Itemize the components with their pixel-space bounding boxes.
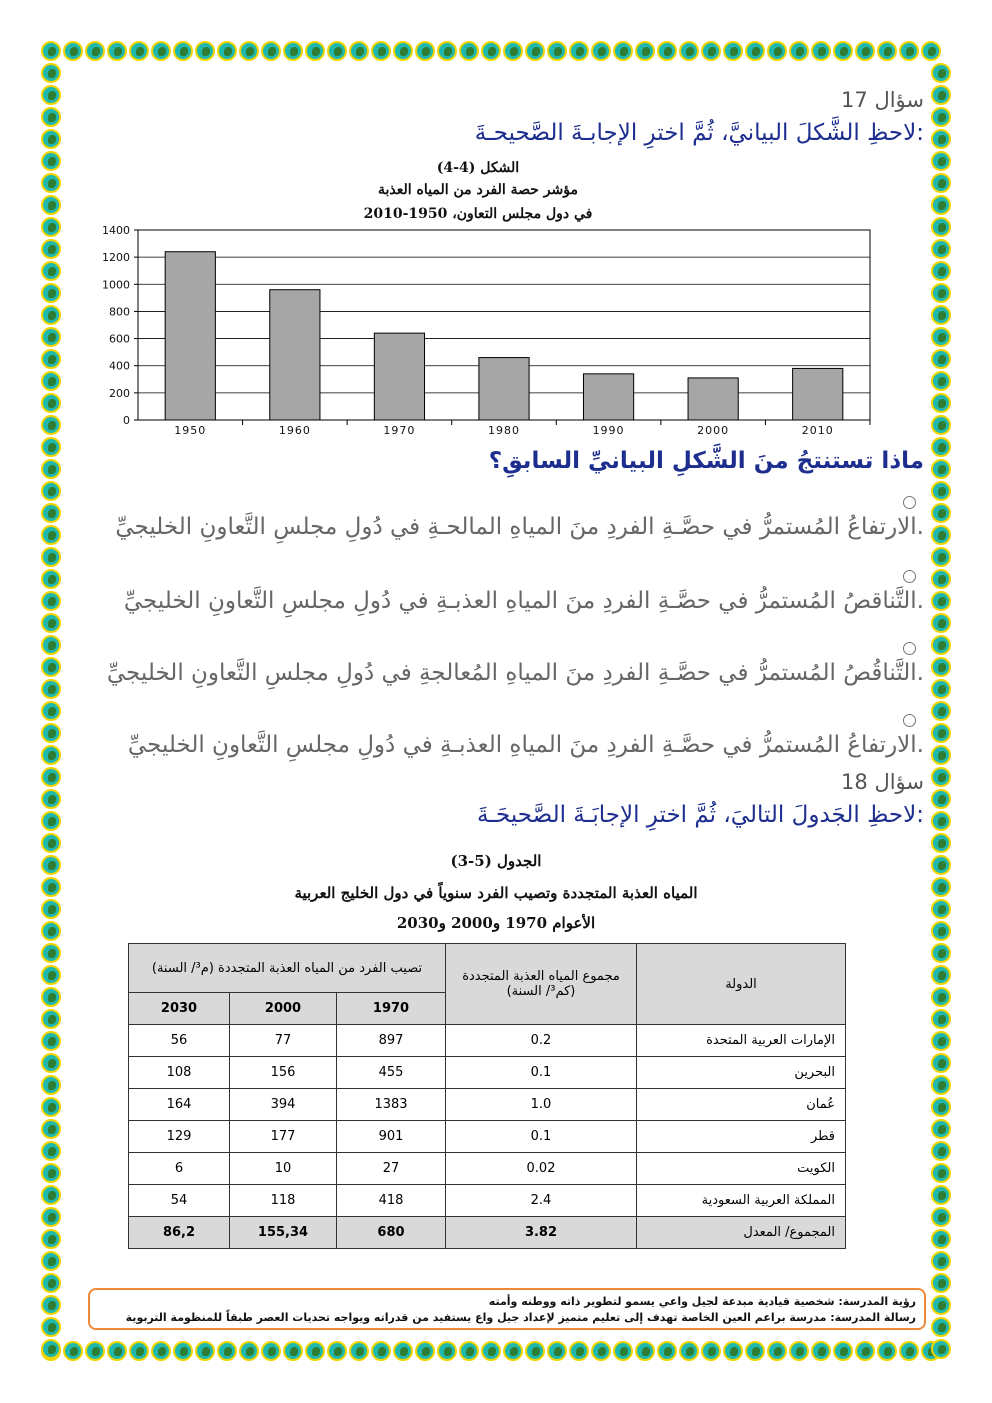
chart-subtitle-2: في دول مجلس التعاون، 1950-2010	[363, 206, 593, 222]
table-row	[129, 1153, 846, 1185]
y-tick-label: 1400	[102, 224, 130, 237]
cell-y2030: 56	[129, 1025, 230, 1057]
bar	[165, 252, 215, 420]
option-label[interactable]: .الارتفاعُ المُستمرُّ في حصَّـةِ الفردِ منَ المياهِ العذبـةِ في دُولِ مجلسِ التَّعاونِ الخليجيِّ	[127, 732, 924, 758]
table-row	[129, 1057, 846, 1089]
cell-y2030: 129	[129, 1121, 230, 1153]
cell-y1970: 901	[337, 1121, 446, 1153]
cell-country: الإمارات العربية المتحدة	[637, 1025, 846, 1057]
cell-y1970: 27	[337, 1153, 446, 1185]
table-row	[129, 1121, 846, 1153]
table-row	[129, 1185, 846, 1217]
x-tick-label: 1990	[592, 424, 625, 437]
table-row	[129, 1217, 846, 1249]
bar	[374, 333, 424, 420]
option-label[interactable]: .التَّناقُصُ المُستمرُّ في حصَّـةِ الفردِ منَ المياهِ المُعالجةِ في دُولِ مجلسِ التَّعاونِ الخليجيِّ	[106, 660, 924, 686]
cell-total: 3.82	[446, 1217, 637, 1249]
footer-box	[88, 1288, 926, 1330]
table-row	[129, 1089, 846, 1121]
option-radio[interactable]	[903, 642, 916, 655]
cell-country: المملكة العربية السعودية	[637, 1185, 846, 1217]
table-row	[129, 1025, 846, 1057]
header-total: مجموع المياه العذبة المتجددة (كم³/ السنة)	[446, 944, 637, 1025]
cell-y1970: 680	[337, 1217, 446, 1249]
chart-svg	[66, 150, 886, 440]
question-17-ask: ماذا تستنتجُ منَ الشَّكلِ البيانيِّ السابقِ؟	[488, 448, 924, 474]
y-tick-label: 400	[109, 359, 130, 373]
question-17-prompt: :لاحظِ الشَّكلَ البيانيَّ، ثُمَّ اخترِ الإجابـةَ الصَّحيحـةَ	[474, 120, 924, 146]
bar	[479, 358, 529, 420]
table-subtitle-2: الأعوام 1970 و2000 و2030	[396, 914, 596, 932]
y-tick-label: 1000	[102, 278, 130, 292]
cell-y2030: 164	[129, 1089, 230, 1121]
cell-y2030: 108	[129, 1057, 230, 1089]
x-tick-label: 1950	[174, 424, 207, 437]
cell-total: 0.2	[446, 1025, 637, 1057]
bar-chart	[66, 150, 886, 440]
option-label[interactable]: .التَّناقصُ المُستمرُّ في حصَّـةِ الفردِ منَ المياهِ العذبـةِ في دُولِ مجلسِ التَّعاونِ الخليجيِّ	[123, 588, 924, 614]
cell-y2000: 394	[230, 1089, 337, 1121]
cell-y2000: 156	[230, 1057, 337, 1089]
header-country: الدولة	[637, 944, 846, 1025]
cell-y2030: 6	[129, 1153, 230, 1185]
cell-total: 0.1	[446, 1057, 637, 1089]
cell-y2000: 155,34	[230, 1217, 337, 1249]
cell-total: 2.4	[446, 1185, 637, 1217]
chart-subtitle: مؤشر حصة الفرد من المياه العذبة	[378, 182, 578, 198]
cell-y2000: 118	[230, 1185, 337, 1217]
cell-country: البحرين	[637, 1057, 846, 1089]
cell-total: 1.0	[446, 1089, 637, 1121]
cell-y2030: 86,2	[129, 1217, 230, 1249]
header-share: تصيب الفرد من المياه العذبة المتجددة (م³/ السنة)	[129, 944, 446, 993]
y-tick-label: 800	[109, 305, 130, 319]
question-17-number: سؤال 17	[841, 88, 924, 112]
cell-y1970: 418	[337, 1185, 446, 1217]
cell-country: قطر	[637, 1121, 846, 1153]
cell-total: 0.1	[446, 1121, 637, 1153]
x-tick-label: 1970	[383, 424, 416, 437]
y-tick-label: 1200	[102, 251, 130, 265]
y-tick-label: 200	[109, 386, 130, 400]
question-18-prompt: :لاحظِ الجَدولَ التاليَ، ثُمَّ اخترِ الإجابَـةَ الصَّحيحَـةَ	[476, 802, 924, 828]
footer-mission: رسالة المدرسة: مدرسة براعم العين الخاصة تهدف إلى تعليم متميز لإعداد جيل واع يستفيد من قدراته ويواجه تحديات العصر طبقاً للمنظومة التربوية	[125, 1311, 916, 1324]
y-tick-label: 0	[123, 414, 130, 427]
x-tick-label: 2010	[801, 424, 834, 437]
cell-y2000: 77	[230, 1025, 337, 1057]
cell-country: الكويت	[637, 1153, 846, 1185]
x-tick-label: 2000	[697, 424, 730, 437]
bar	[583, 374, 633, 420]
header-year-2000: 2000	[230, 993, 337, 1025]
cell-y2000: 177	[230, 1121, 337, 1153]
cell-y2000: 10	[230, 1153, 337, 1185]
table-subtitle: المياه العذبة المتجددة وتصيب الفرد سنوياً في دول الخليج العربية	[294, 884, 698, 902]
option-radio[interactable]	[903, 714, 916, 727]
x-tick-label: 1980	[488, 424, 520, 437]
cell-y1970: 455	[337, 1057, 446, 1089]
option-radio[interactable]	[903, 570, 916, 583]
bar	[793, 368, 843, 420]
cell-y2030: 54	[129, 1185, 230, 1217]
table-title: الجدول (5-3)	[450, 852, 542, 870]
y-tick-label: 600	[109, 332, 130, 346]
cell-country: عُمان	[637, 1089, 846, 1121]
cell-total: 0.02	[446, 1153, 637, 1185]
cell-y1970: 897	[337, 1025, 446, 1057]
footer-vision: رؤية المدرسة: شخصية قيادية مبدعة لجيل واعي يسمو لتطوير ذاته ووطنه وأمته	[488, 1295, 916, 1308]
cell-y1970: 1383	[337, 1089, 446, 1121]
option-label[interactable]: .الارتفاعُ المُستمرُّ في حصَّـةِ الفردِ منَ المياهِ المالحـةِ في دُولِ مجلسِ التَّعاونِ الخليجيِّ	[115, 514, 924, 540]
option-radio[interactable]	[903, 496, 916, 509]
header-year-1970: 1970	[337, 993, 446, 1025]
bar	[688, 378, 738, 420]
chart-title: الشكل (4-4)	[436, 160, 520, 176]
bar	[270, 290, 320, 420]
water-table	[128, 943, 846, 1249]
cell-country: المجموع/ المعدل	[637, 1217, 846, 1249]
header-year-2030: 2030	[129, 993, 230, 1025]
x-tick-label: 1960	[278, 424, 311, 437]
question-18-number: سؤال 18	[841, 770, 924, 794]
